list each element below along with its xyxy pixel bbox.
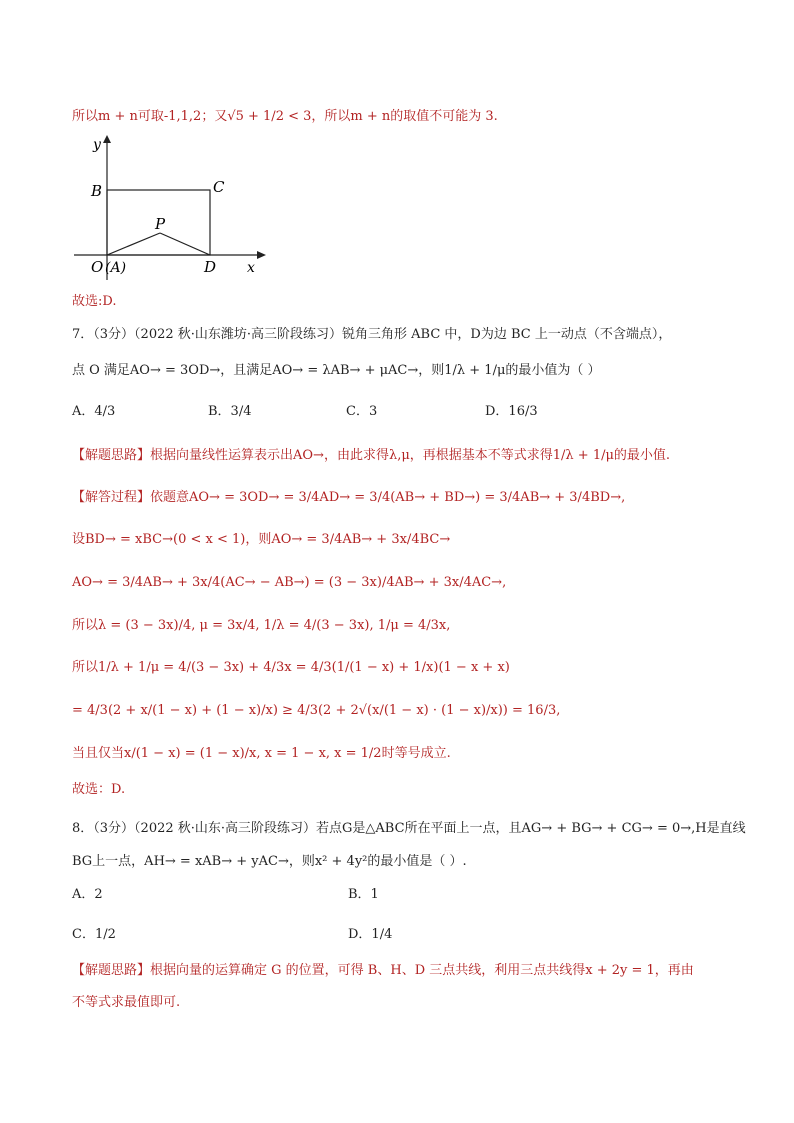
q7-hint	[72, 447, 670, 465]
q8-hint-line2: 不等式求最值即可.	[72, 995, 181, 1010]
q7-process-line1	[72, 489, 625, 507]
q7-option-a: A．4/3	[72, 404, 116, 419]
q8-option-a: A．2	[72, 887, 103, 902]
q7-hint-text: 根据向量线性运算表示出AO→，由此求得λ,μ，再根据基本不等式求得1/λ + 1/μ的最小值.	[150, 448, 671, 463]
q7-process-line6: = 4/3(2 + x/(1 − x) + (1 − x)/x) ≥ 4/3(2 + 2√(x/(1 − x) · (1 − x)/x)) = 16/3,	[72, 703, 561, 718]
q8-stem-line1: 8．（3分）（2022 秋·山东·高三阶段练习）若点G是△ABC所在平面上一点，且AG→ + BG→ + CG→ = 0→,H是直线	[72, 821, 746, 836]
q7-option-d: D．16/3	[485, 404, 538, 419]
answer-q6: 故选:D.	[72, 294, 117, 309]
intro-conclusion: 所以m + n可取-1,1,2；又√5 + 1/2 < 3，所以m + n的取值不可能为 3.	[72, 109, 498, 124]
q7-process-line5: 所以1/λ + 1/μ = 4/(3 − 3x) + 4/3x = 4/3(1/(1 − x) + 1/x)(1 − x + x)	[72, 660, 510, 675]
point-b: B	[91, 182, 103, 200]
q7-process-line7: 当且仅当x/(1 − x) = (1 − x)/x, x = 1 − x, x = 1/2时等号成立.	[72, 746, 451, 761]
q8-hint-line1	[72, 962, 694, 980]
q7-stem-line1: 7．（3分）（2022 秋·山东潍坊·高三阶段练习）锐角三角形 ABC 中，D为边 BC 上一动点（不含端点），	[72, 327, 672, 342]
q8-hint-text1: 根据向量的运算确定 G 的位置，可得 B、H、D 三点共线，利用三点共线得x + 2y = 1，再由	[150, 963, 694, 978]
q7-process-tag: 【解答过程】	[72, 490, 151, 505]
x-axis-label: x	[247, 260, 255, 276]
answer-q7: 故选：D.	[72, 782, 126, 797]
q7-hint-tag: 【解题思路】	[72, 448, 151, 463]
q7-option-c: C．3	[346, 404, 378, 419]
coordinate-figure	[72, 135, 272, 285]
point-c: C	[213, 178, 225, 196]
y-axis-label: y	[93, 137, 101, 153]
q8-option-c: C．1/2	[72, 927, 116, 942]
point-o: O	[91, 258, 104, 276]
point-d: D	[204, 258, 217, 276]
q7-option-b: B．3/4	[208, 404, 252, 419]
q7-process-line2: 设BD→ = xBC→(0 < x < 1)，则AO→ = 3/4AB→ + 3x/4BC→	[72, 532, 451, 547]
q8-stem-line2: BG上一点，AH→ = xAB→ + yAC→，则x² + 4y²的最小值是（ ）.	[72, 854, 467, 869]
q7-process-line4: 所以λ = (3 − 3x)/4, μ = 3x/4, 1/λ = 4/(3 − 3x), 1/μ = 4/3x,	[72, 618, 451, 633]
point-a: (A)	[105, 260, 127, 276]
q8-option-d: D．1/4	[348, 927, 393, 942]
q7-process-line3: AO→ = 3/4AB→ + 3x/4(AC→ − AB→) = (3 − 3x)/4AB→ + 3x/4AC→,	[72, 575, 507, 590]
q8-option-b: B．1	[348, 887, 379, 902]
point-p: P	[155, 215, 166, 233]
q8-hint-tag: 【解题思路】	[72, 963, 151, 978]
q7-stem-line2: 点 O 满足AO→ = 3OD→，且满足AO→ = λAB→ + μAC→，则1/λ + 1/μ的最小值为（ ）	[72, 363, 601, 378]
q7-process-text1: 依题意AO→ = 3OD→ = 3/4AD→ = 3/4(AB→ + BD→) = 3/4AB→ + 3/4BD→,	[150, 490, 626, 505]
